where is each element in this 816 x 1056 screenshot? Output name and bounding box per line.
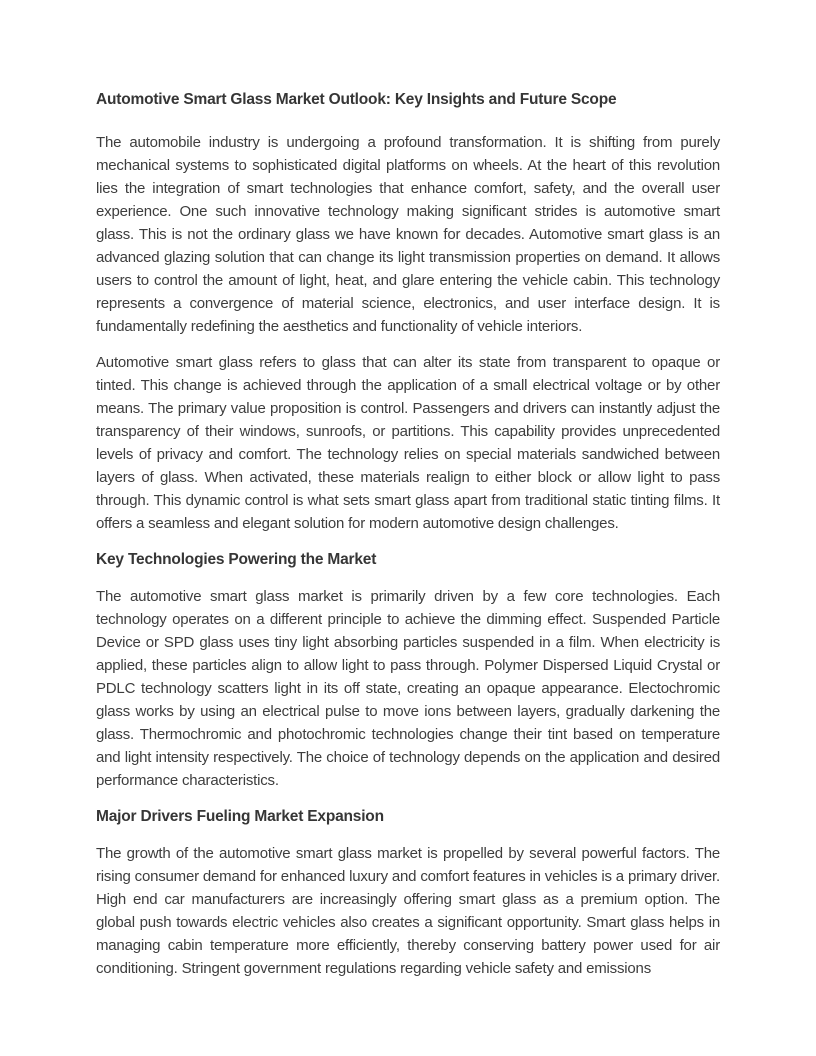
section-heading-key-technologies: Key Technologies Powering the Market <box>96 551 377 568</box>
paragraph-technologies: The automotive smart glass market is primarily driven by a few core technologies. Each technology operates on a different principle to achieve the dimming effect. Suspended Particle Device or SPD glass uses tiny light absorbing particles suspended in a film. When electricity is applied, these particles align to allow light to pass through. Polymer Dispersed Liquid Crystal or PDLC technology scatters light in its off state, creating an opaque appearance. Electochromic glass works by using an electrical pulse to move ions between layers, gradually darkening the glass. Thermochromic and photochromic technologies change their tint based on temperature and light intensity respectively. The choice of technology depends on the application and desired performance characteristics. <box>96 588 720 789</box>
document-title: Automotive Smart Glass Market Outlook: Key Insights and Future Scope <box>96 91 617 108</box>
paragraph-definition: Automotive smart glass refers to glass that can alter its state from transparent to opaque or tinted. This change is achieved through the application of a small electrical voltage or by other means. The primary value proposition is control. Passengers and drivers can instantly adjust the transparency of their windows, sunroofs, or partitions. This capability provides unprecedented levels of privacy and comfort. The technology relies on special materials sandwiched between layers of glass. When activated, these materials realign to either block or allow light to pass through. This dynamic control is what sets smart glass apart from traditional static tinting films. It offers a seamless and elegant solution for modern automotive design challenges. <box>96 354 720 532</box>
section-heading-major-drivers: Major Drivers Fueling Market Expansion <box>96 808 384 825</box>
paragraph-drivers: The growth of the automotive smart glass market is propelled by several powerful factors. The rising consumer demand for enhanced luxury and comfort features in vehicles is a primary driver. High end car manufacturers are increasingly offering smart glass as a premium option. The global push towards electric vehicles also creates a significant opportunity. Smart glass helps in managing cabin temperature more efficiently, thereby conserving battery power used for air conditioning. Stringent government regulations regarding vehicle safety and emissions <box>96 845 720 977</box>
paragraph-intro: The automobile industry is undergoing a profound transformation. It is shifting from purely mechanical systems to sophisticated digital platforms on wheels. At the heart of this revolution lies the integration of smart technologies that enhance comfort, safety, and the overall user experience. One such innovative technology making significant strides is automotive smart glass. This is not the ordinary glass we have known for decades. Automotive smart glass is an advanced glazing solution that can change its light transmission properties on demand. It allows users to control the amount of light, heat, and glare entering the vehicle cabin. This technology represents a convergence of material science, electronics, and user interface design. It is fundamentally redefining the aesthetics and functionality of vehicle interiors. <box>96 134 720 335</box>
